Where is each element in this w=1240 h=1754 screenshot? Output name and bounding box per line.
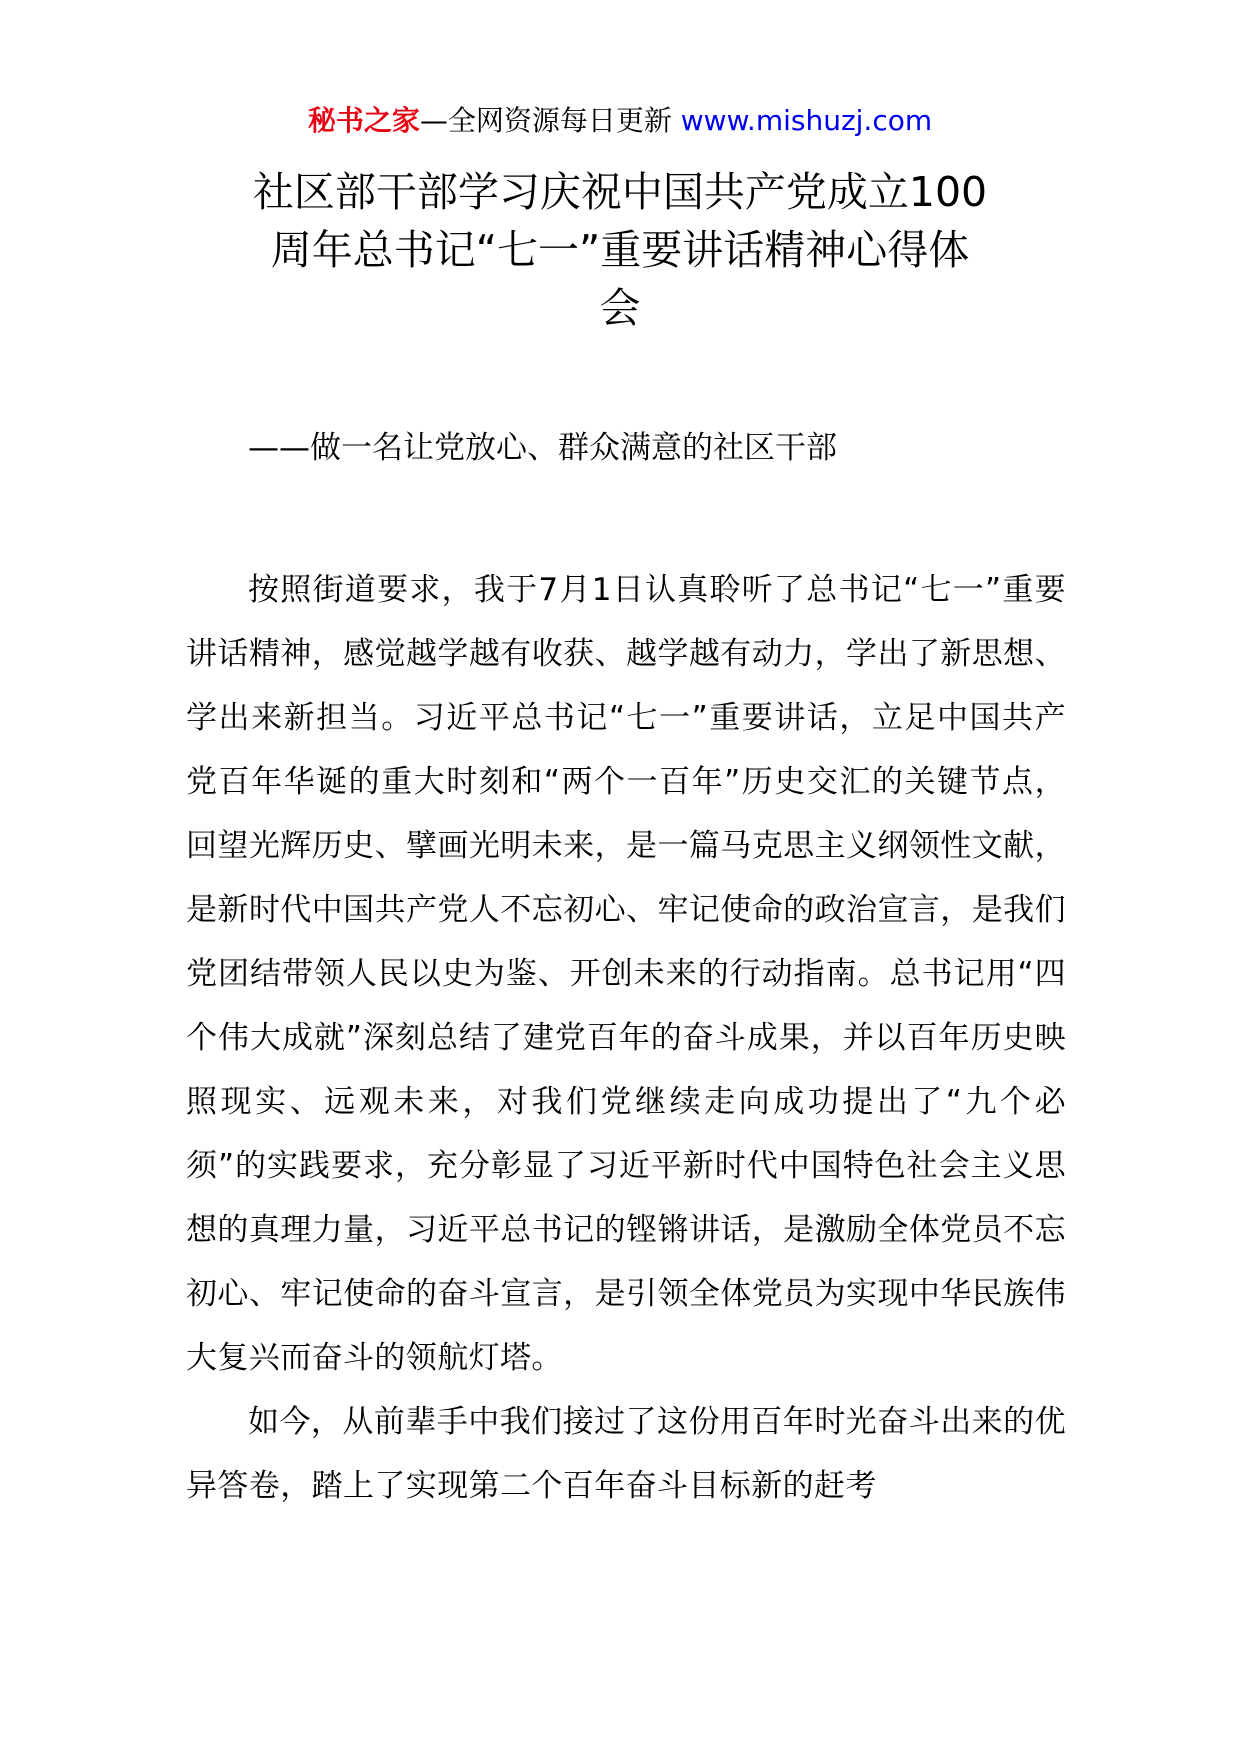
site-header <box>0 103 1240 139</box>
brand-name: 秘书之家 <box>307 104 420 137</box>
body-paragraph: 如今，从前辈手中我们接过了这份用百年时光奋斗出来的优异答卷，踏上了实现第二个百年奋斗目标新的赶考 <box>186 1404 1066 1504</box>
title-line: 周年总书记“七一”重要讲话精神心得体 <box>270 226 970 274</box>
document-subtitle: ——做一名让党放心、群众满意的社区干部 <box>248 430 837 466</box>
body-paragraph: 按照街道要求，我于7月1日认真聆听了总书记“七一”重要讲话精神，感觉越学越有收获、越学越有动力，学出了新思想、学出来新担当。习近平总书记“七一”重要讲话，立足中国共产党百年华诞的重大时刻和“两个一百年”历史交汇的关键节点，回望光辉历史、擘画光明未来，是一篇马克思主义纲领性文献，是新时代中国共产党人不忘初心、牢记使命的政治宣言，是我们党团结带领人民以史为鉴、开创未来的行动指南。总书记用“四个伟大成就”深刻总结了建党百年的奋斗成果，并以百年历史映照现实、远观未来，对我们党继续走向成功提出了“九个必须”的实践要求，充分彰显了习近平新时代中国特色社会主义思想的真理力量，习近平总书记的铿锵讲话，是激励全体党员不忘初心、牢记使命的奋斗宣言，是引领全体党员为实现中华民族伟大复兴而奋斗的领航灯塔。 <box>186 572 1066 1376</box>
title-line: 会 <box>599 284 641 332</box>
document-body <box>186 558 1066 1518</box>
title-line: 社区部干部学习庆祝中国共产党成立100 <box>252 168 988 216</box>
document-title <box>180 163 1060 337</box>
header-tagline: —全网资源每日更新 <box>419 104 681 137</box>
site-url[interactable]: www.mishuzj.com <box>680 104 933 137</box>
